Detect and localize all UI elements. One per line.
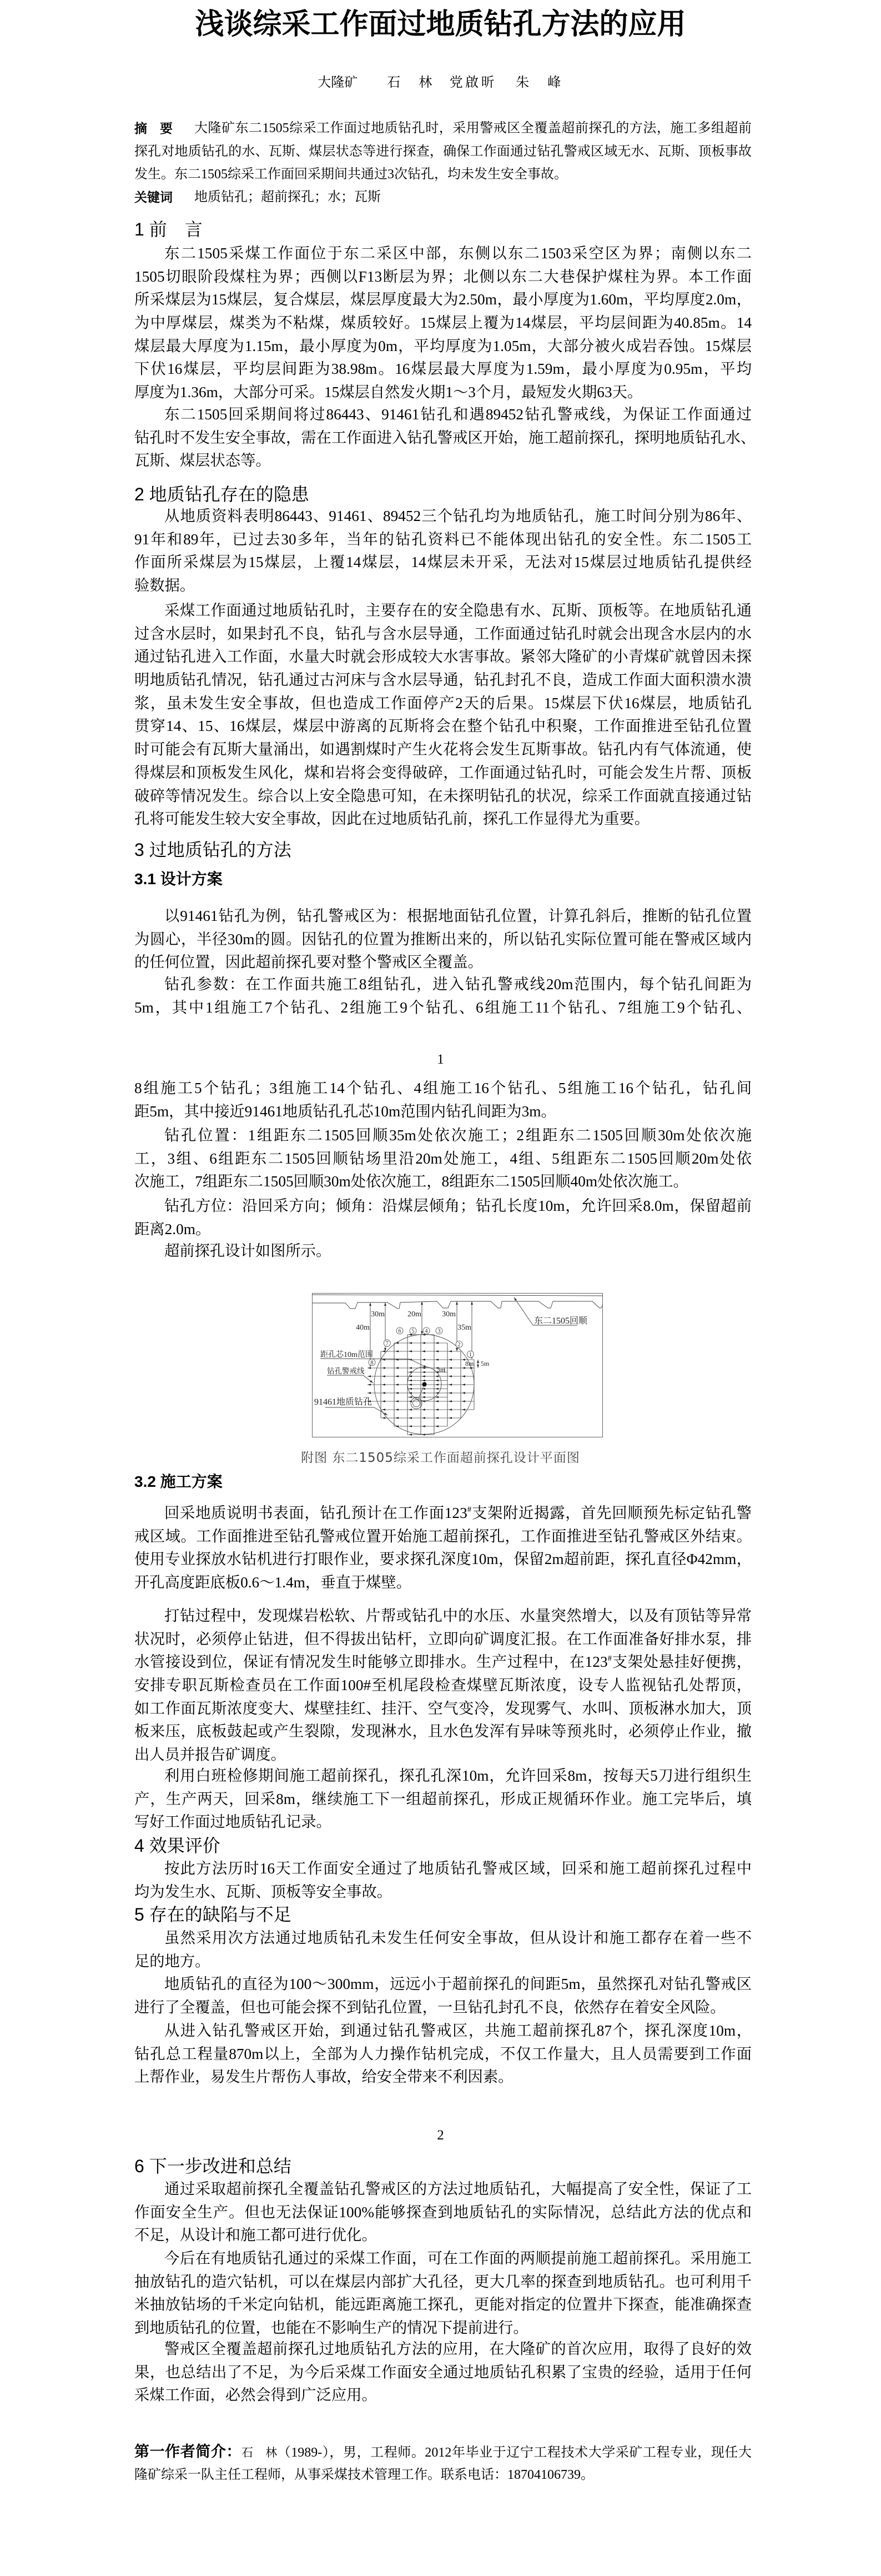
core-spacing-label: 3m <box>437 1366 446 1374</box>
paragraph-line: 采煤工作面通过地质钻孔时，主要存在的安全隐患有水、瓦斯、顶板等。在地质钻孔通 <box>164 602 752 619</box>
paragraph-line: 板来压，底板鼓起或产生裂隙，发现淋水，且水色发浑有异味等预兆时，必须停止作业，撤 <box>134 1723 752 1740</box>
paragraph-line: 过含水层时，如果封孔不良，钻孔与含水层导通，工作面通过钻孔时就会出现含水层内的水 <box>134 625 752 642</box>
group-number-8 <box>369 1359 375 1366</box>
paragraph-line: 不足，从设计和施工都可进行优化。 <box>134 2227 377 2244</box>
author-bio-name: 石 林 <box>241 2446 278 2459</box>
paragraph <box>134 905 752 974</box>
paragraph-line: 作面所采煤层为15煤层，上覆14煤层，14煤层未开采，无法对15煤层过地质钻孔提供经 <box>134 554 752 571</box>
superscript-mark: # <box>607 1654 612 1663</box>
line-text: 回采地质说明书表面，钻孔预计在工作面123 <box>164 1505 467 1521</box>
paragraph-line: 米抽放钻场的千米定向钻机，能远距离施工探孔，更能对指定的位置井下探查，能准确探查 <box>134 2296 752 2313</box>
paragraph-line: 使用专业探放水钻机进行打眼作业，要求探孔深度10m，保留2m超前距，探孔直径Φ42mm， <box>134 1551 752 1568</box>
paragraph <box>134 2338 752 2407</box>
author-bio-line: 隆矿综采一队主任工程师，从事采煤技术管理工作。联系电话：18704106739。 <box>134 2467 594 2482</box>
paragraph-line: 超前探孔设计如图所示。 <box>164 1242 331 1259</box>
author-name: 朱 峰 <box>516 74 563 90</box>
paragraph-line: 写好工作面过地质钻孔记录。 <box>134 1813 331 1831</box>
paragraph <box>134 1124 752 1194</box>
paragraph <box>134 1857 752 1903</box>
section-heading: 5 存在的缺陷与不足 <box>134 1905 291 1925</box>
paragraph-line: 打钻过程中，发现煤岩松软、片帮或钻孔中的水压、水量突然增大，以及有顶钻等异常 <box>164 1607 752 1624</box>
author-bio <box>134 2440 752 2487</box>
svg-text:4: 4 <box>425 1328 428 1335</box>
section-heading: 3 过地质钻孔的方法 <box>134 840 291 860</box>
group-number-6 <box>396 1327 403 1335</box>
dimension-label: 35m <box>457 1324 471 1332</box>
paragraph-line: 到地质钻孔的位置，也能在不影响生产的情况下提前进行。 <box>134 2319 528 2337</box>
paragraph-line: 作面安全生产。但也无法保证100%能够探查到地质钻孔的实际情况，总结此方法的优点和 <box>134 2203 752 2221</box>
paragraph-line: 如工作面瓦斯浓度变大、煤壁挂红、挂汗、空气变冷，发现雾气、水叫、顶板淋水加大，顶 <box>134 1700 752 1717</box>
abstract-line <box>134 117 752 141</box>
line-text: 支架附近揭露，首先回顺预先标定钻孔警 <box>471 1505 752 1521</box>
paragraph-line: 东二1505采煤工作面位于东二采区中部，东侧以东二1503采空区为界；南侧以东二 <box>164 245 752 262</box>
affiliation: 大隆矿 <box>318 74 358 90</box>
paragraph <box>134 1502 752 1595</box>
paragraph-continued <box>134 1077 752 1123</box>
paragraph-line: 按此方法历时16天工作面安全通过了地质钻孔警戒区域，回采和施工超前探孔过程中 <box>164 1860 752 1877</box>
author-name: 党啟昕 <box>449 74 497 90</box>
svg-text:8: 8 <box>370 1360 374 1366</box>
section-heading: 6 下一步改进和总结 <box>134 2156 291 2176</box>
inferred-borehole-dot <box>422 1382 427 1387</box>
roadway-label: 东二1505回顺 <box>534 1316 588 1326</box>
paragraph-line: 从进入钻孔警戒区开始，到通过钻孔警戒区，共施工超前探孔87个，探孔深度10m， <box>164 2022 752 2039</box>
row-spacing-label: 5m <box>481 1360 490 1367</box>
paragraph-line: 5m，其中1组施工7个钻孔、2组施工9个钻孔、6组施工11个钻孔、7组施工9个钻孔、 <box>134 999 752 1016</box>
author-bio-label: 第一作者简介： <box>134 2443 241 2460</box>
paragraph-line: 为中厚煤层，煤类为不粘煤，煤质较好。15煤层上覆为14煤层，平均层间距为40.85m。14 <box>134 314 752 332</box>
borehole-label: 91461地质钻孔 <box>314 1397 372 1407</box>
dimension-label: 30m <box>371 1310 385 1319</box>
paragraph-line: 抽放钻孔的造穴钻机，可以在煤层内部扩大孔径，更大几率的探查到地质钻孔。也可利用千 <box>134 2273 752 2290</box>
paragraph-line: 通过钻孔进入工作面，水量大时就会形成较大水害事故。紧邻大隆矿的小青煤矿就曾因未探 <box>134 648 752 665</box>
subsection-heading: 3.1 设计方案 <box>134 870 223 888</box>
paragraph-line: 开孔高度距底板0.6～1.4m，垂直于煤壁。 <box>134 1574 411 1591</box>
keywords <box>134 186 752 209</box>
paragraph-line: 出人员并报告矿调度。 <box>134 1746 286 1763</box>
paragraph-line: 距离2.0m。 <box>134 1220 211 1237</box>
paragraph-line: 孔将可能发生较大安全事故，因此在过地质钻孔前，探孔工作显得尤为重要。 <box>134 810 650 828</box>
svg-text:2: 2 <box>457 1342 461 1349</box>
warning-line-label: 钻孔警戒线 <box>327 1367 365 1375</box>
paragraph-line: 8组施工5个钻孔；3组施工14个钻孔、4组施工16个钻孔、5组施工16个钻孔，钻孔间 <box>134 1080 752 1096</box>
page-number: 1 <box>437 1052 444 1067</box>
paragraph-line: 贯穿14、15、16煤层，煤层中游离的瓦斯将会在整个钻孔中积聚，工作面推进至钻孔位置 <box>134 718 752 735</box>
keywords-text: 地质钻孔；超前探孔；水；瓦斯 <box>194 190 381 204</box>
paragraph-line: 下伏16煤层，平均层间距为38.98m。16煤层最大厚度为1.59m，最小厚度为0.95m，平均 <box>134 360 752 378</box>
paragraph-line: 东二1505回采期间将过86443、91461钻孔和遇89452钻孔警戒线，为保证工作面通过 <box>164 406 752 423</box>
paragraph-line: 明地质钻孔情况，钻孔通过古河床与含水层导通，钻孔封孔不良，造成工作面大面积溃水溃 <box>134 671 752 689</box>
drilling-design-diagram <box>312 1293 603 1437</box>
paragraph-line: 验数据。 <box>134 577 195 594</box>
paragraph-line: 所采煤层为15煤层，复合煤层，煤层厚度最大为2.50m，最小厚度为1.60m，平均厚度2.0m， <box>134 291 752 308</box>
paragraph-line: 钻孔总工程量870m以上，全部为人力操作钻机完成，不仅工作量大，且人员需要到工作面 <box>134 2045 752 2062</box>
paragraph-line: 厚度为1.36m，大部分可采。15煤层自然发火期1～3个月，最短发火期63天。 <box>134 384 643 401</box>
core-range-label: 距孔芯10m范围 <box>320 1351 373 1359</box>
svg-text:6: 6 <box>398 1328 401 1335</box>
paragraph-line: 钻孔时不发生安全事故，需在工作面进入钻孔警戒区开始，施工超前探孔，探明地质钻孔水、 <box>134 429 756 446</box>
paragraph-line <box>134 1651 752 1674</box>
paragraph-line: 利用白班检修期间施工超前探孔，探孔孔深10m，允许回采8m，按每天5刀进行组织生 <box>164 1767 752 1784</box>
dimension-label: 40m <box>356 1324 370 1332</box>
paragraph-line: 虽然采用次方法通过地质钻孔未发生任何安全事故，但从设计和施工都存在着一些不 <box>164 1930 752 1946</box>
paragraph-line: 以91461钻孔为例，钻孔警戒区为：根据地面钻孔位置，计算孔斜后，推断的钻孔位置 <box>164 908 752 924</box>
paragraph <box>134 1195 752 1241</box>
group-number-5 <box>410 1327 416 1335</box>
keywords-label: 关键词 <box>134 190 173 204</box>
group-number-1 <box>467 1351 474 1358</box>
paragraph <box>134 2019 752 2089</box>
group-number-3 <box>436 1327 442 1335</box>
paragraph-line: 的任何位置，因此超前探孔要对整个警戒区全覆盖。 <box>134 954 483 971</box>
paragraph-line: 钻孔方位：沿回采方向；倾角：沿煤层倾角；钻孔长度10m，允许回采8.0m，保留超前 <box>164 1197 752 1214</box>
author-bio-text: （1989-），男，工程师。2012年毕业于辽宁工程技术大学采矿工程专业，现任大 <box>277 2445 752 2460</box>
abstract-text: 大隆矿东二1505综采工作面过地质钻孔时，采用警戒区全覆盖超前探孔的方法，施工多组超前 <box>194 121 752 136</box>
paragraph-line: 时可能会有瓦斯大量涌出，如遇割煤时产生火花将会发生瓦斯事故。钻孔内有气体流通，使 <box>134 741 752 758</box>
figure-frame <box>313 1294 603 1437</box>
paragraph-line: 果，也总结出了不足，为今后采煤工作面安全通过地质钻孔积累了宝贵的经验，适用于任何 <box>134 2363 752 2380</box>
document-title: 浅谈综采工作面过地质钻孔方法的应用 <box>195 8 686 41</box>
paragraph-line: 钻孔位置：1组距东二1505回顺35m处依次施工；2组距东二1505回顺30m处依次施 <box>164 1127 752 1144</box>
group-number-7 <box>384 1340 390 1347</box>
author-bio-line <box>134 2440 752 2464</box>
paragraph <box>134 505 752 598</box>
paragraph-line: 1505切眼阶段煤柱为界；西侧以F13断层为界；北侧以东二大巷保护煤柱为界。本工作面 <box>134 268 752 285</box>
paragraph-line <box>134 1502 752 1525</box>
paragraph-line: 今后在有地质钻孔通过的采煤工作面，可在工作面的两顺提前施工超前探孔。采用施工 <box>164 2250 752 2267</box>
paragraph <box>134 1240 752 1263</box>
line-text: 水管接设到位，保证有情况发生时能够立即排水。生产过程中，在123 <box>134 1653 608 1671</box>
author-line <box>0 74 881 91</box>
paragraph-line: 工，3组、6组距东二1505回顺钻场里沿20m处施工，4组、5组距东二1505回顺20m处依 <box>134 1150 752 1167</box>
abstract-label: 摘 要 <box>134 121 173 136</box>
retreat-spacing-label: 8m <box>465 1360 474 1367</box>
page-number: 2 <box>437 2128 444 2143</box>
paragraph-line: 产，生产两天，回采8m，继续施工下一组超前探孔，形成正规循环作业。施工完毕后，填 <box>134 1790 752 1807</box>
paragraph-line: 从地质资料表明86443、91461、89452三个钻孔均为地质钻孔，施工时间分别为86年、 <box>164 508 752 524</box>
abstract <box>134 117 752 187</box>
paragraph-line: 足的地方。 <box>134 1952 210 1969</box>
paragraph-line: 煤层最大厚度为1.15m，最小厚度为0m，平均厚度为1.05m，大部分被火成岩吞蚀。15煤层 <box>134 337 752 354</box>
paragraph-line: 瓦斯、煤层状态等。 <box>134 452 271 469</box>
paragraph-line: 浆，虽未发生安全事故，但也造成工作面停产2天的后果。15煤层下伏16煤层，地质钻孔 <box>134 694 752 711</box>
section-heading: 2 地质钻孔存在的隐患 <box>134 484 309 504</box>
svg-text:5: 5 <box>411 1328 415 1335</box>
paragraph-line: 为圆心，半径30m的圆。因钻孔的位置为推断出来的，所以钻孔实际位置可能在警戒区域内 <box>134 930 752 948</box>
group-number-2 <box>456 1341 462 1349</box>
abstract-line: 发生。东二1505综采工作面回采期间共通过3次钻孔，均未发生安全事故。 <box>134 167 567 182</box>
paragraph-line: 通过采取超前探孔全覆盖钻孔警戒区的方法过地质钻孔，大幅提高了安全性，保证了工 <box>164 2181 752 2197</box>
paragraph-line: 次施工，7组距东二1505回顺30m处依次施工，8组距东二1505回顺40m处依次施工。 <box>134 1173 688 1190</box>
paragraph <box>134 1927 752 1973</box>
svg-text:7: 7 <box>385 1340 389 1347</box>
author-name: 石 林 <box>387 74 435 90</box>
paragraph-line: 戒区域。工作面推进至钻孔警戒位置开始施工超前探孔，工作面推进至钻孔警戒区外结束。 <box>134 1527 752 1545</box>
group-number-4 <box>423 1327 430 1335</box>
paragraph <box>134 242 752 404</box>
section-heading: 1 前 言 <box>134 219 203 239</box>
paragraph-line: 安排专职瓦斯检查员在工作面100#至机尾段检查煤壁瓦斯浓度，设专人监视钻孔处帮顶， <box>134 1677 752 1694</box>
paragraph-line: 得煤层和顶板发生风化，煤和岩将会变得破碎，工作面通过钻孔时，可能会发生片帮、顶板 <box>134 764 752 781</box>
section-heading: 4 效果评价 <box>134 1836 220 1856</box>
paragraph-line: 采煤工作面，必然会得到广泛应用。 <box>134 2387 377 2404</box>
dimension-label: 30m <box>442 1310 456 1319</box>
paragraph-line: 均为发生水、瓦斯、顶板等安全事故。 <box>134 1883 392 1900</box>
paragraph-line: 91年和89年，已过去30多年，当年的钻孔资料已不能体现出钻孔的安全性。东二1505工 <box>134 530 752 548</box>
paragraph-line: 破碎等情况发生。综合以上安全隐患可知，在未探明钻孔的状况，综采工作面就直接通过钻 <box>134 787 752 804</box>
paragraph-line: 地质钻孔的直径为100～300mm，远远小于超前探孔的间距5m，虽然探孔对钻孔警戒区 <box>164 1976 752 1992</box>
abstract-line: 探孔对地质钻孔的水、瓦斯、煤层状态等进行探查，确保工作面通过钻孔警戒区域无水、瓦斯、顶板事故 <box>134 144 752 159</box>
paragraph <box>134 1765 752 1834</box>
paragraph <box>134 1605 752 1767</box>
paragraph-line: 距5m，其中接近91461地质钻孔孔芯10m范围内钻孔间距为3m。 <box>134 1102 556 1120</box>
dimension-label: 20m <box>407 1310 421 1319</box>
paragraph <box>134 599 752 831</box>
paragraph <box>134 403 756 473</box>
paragraph <box>134 1973 752 2019</box>
paragraph-line: 状况时，必须停止钻进，但不得拔出钻杆，立即向矿调度汇报。在工作面准备好排水泵，排 <box>134 1630 752 1647</box>
paragraph <box>134 2247 752 2340</box>
paragraph-line: 进行了全覆盖，但也可能会探不到钻孔位置，一旦钻孔封孔不良，依然存在着安全风险。 <box>134 1998 726 2016</box>
paragraph-line: 钻孔参数：在工作面共施工8组钻孔，进入钻孔警戒线20m范围内，每个钻孔间距为 <box>164 976 752 993</box>
paragraph <box>134 973 752 1019</box>
paragraph-line: 上帮作业，易发生片帮伤人事故，给安全带来不利因素。 <box>134 2068 514 2086</box>
svg-text:1: 1 <box>469 1351 472 1358</box>
svg-text:3: 3 <box>437 1328 441 1335</box>
superscript-mark: # <box>467 1505 472 1514</box>
subsection-heading: 3.2 施工方案 <box>134 1473 223 1490</box>
figure-caption: 附图 东二1505综采工作面超前探孔设计平面图 <box>301 1451 580 1465</box>
paragraph-line: 警戒区全覆盖超前探孔过地质钻孔方法的应用，在大隆矿的首次应用，取得了良好的效 <box>164 2341 752 2357</box>
line-text: 支架处悬挂好便携， <box>612 1653 752 1671</box>
paragraph <box>134 2178 752 2247</box>
